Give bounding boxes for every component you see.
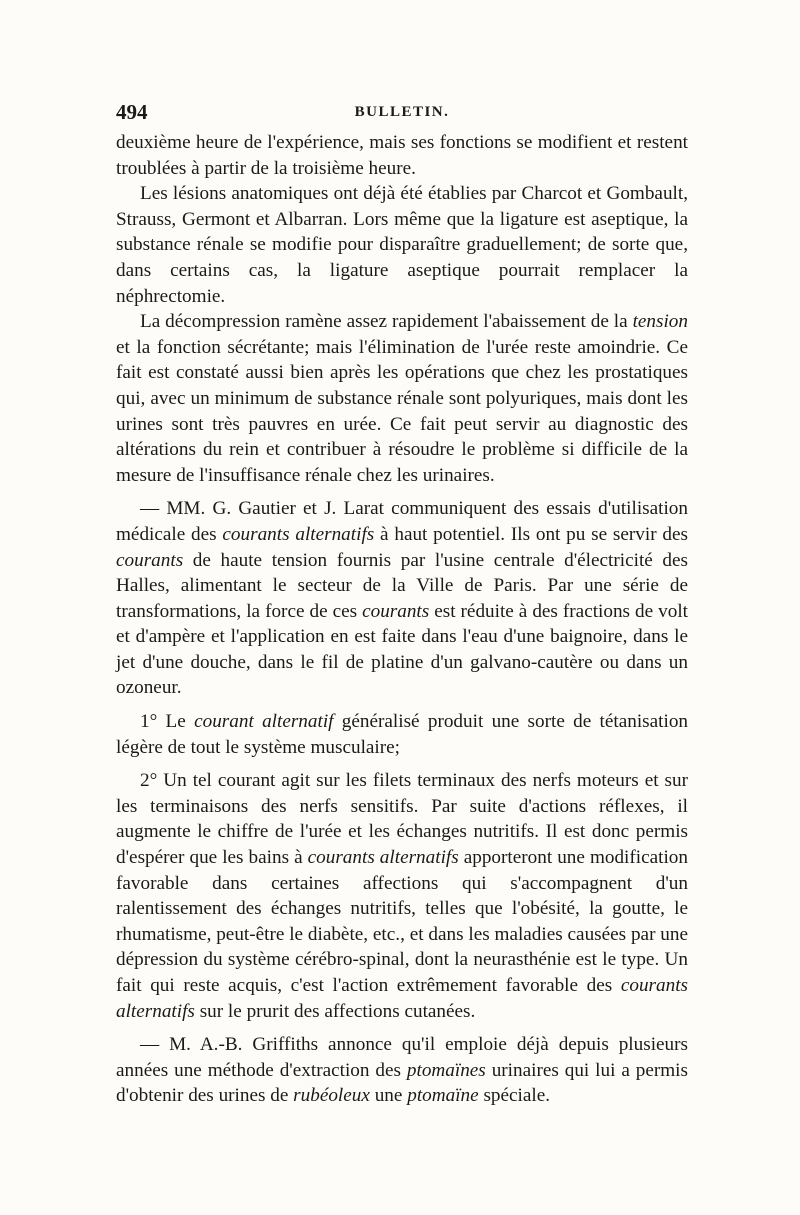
- paragraph-6: [116, 768, 688, 1024]
- text-run: est réduite à des fractions de volt et d'ampère et l'application en est faite dans l'eau d'une baignoire, dans le jet d'une douche, dans le fil de platine d'un galvano-cautère ou dans un ozoneur.: [116, 600, 688, 699]
- page-header: [116, 100, 688, 126]
- text-run: spéciale.: [478, 1085, 551, 1107]
- text-run: sur le prurit des affections cutanées.: [194, 1000, 476, 1022]
- text-run: urinaires qui lui a permis d'obtenir des urines de: [116, 1059, 688, 1107]
- italic-term: courants: [116, 549, 184, 571]
- italic-term: courant alternatif: [194, 711, 334, 733]
- text-run: de haute tension fournis par l'usine centrale d'électricité des Halles, alimentant le secteur de la Ville de Paris. Par une série de transformations, la force de ces: [116, 549, 688, 622]
- text-run: généralisé produit une sorte de tétanisation légère de tout le système musculaire;: [116, 711, 689, 758]
- paragraph-1: [116, 130, 688, 181]
- paragraph-5: [116, 709, 688, 760]
- italic-term: tension: [632, 311, 688, 333]
- text-run: une: [369, 1085, 408, 1107]
- paragraph-2: [116, 181, 688, 309]
- page-number: 494: [116, 100, 148, 124]
- text-run: — MM. G. Gautier et J. Larat communiquent des essais d'utilisation médicale des: [116, 498, 688, 545]
- text-run: 2° Un tel courant agit sur les filets terminaux des nerfs moteurs et sur les terminaisons des nerfs sensitifs. Par suite d'actions réflexes, il augmente le chiffre de l'urée et les échanges nutritifs. Il est donc permis d'espérer que les bains à: [116, 770, 688, 869]
- italic-term: courants alternatifs: [307, 847, 459, 869]
- text-run: — M. A.-B. Griffiths annonce qu'il emploie déjà depuis plusieurs années une méthode d'extraction des: [116, 1034, 688, 1081]
- italic-term: courants alternatifs: [116, 975, 688, 1022]
- body-text: [116, 130, 688, 1109]
- text-run: deuxième heure de l'expérience, mais ses fonctions se modifient et restent troublées à partir de la troisième heure.: [116, 132, 688, 179]
- paragraph-4: [116, 496, 688, 701]
- italic-term: ptomaïne: [407, 1085, 479, 1107]
- italic-term: courants alternatifs: [222, 523, 375, 545]
- text-run: apporteront une modification favorable dans certaines affections qui s'accompagnent d'un ralentissement des échanges nutritifs, telles que l'obésité, la goutte, le rhumatisme, peut-être le diabète, etc., et dans les maladies causées par une dépression du système cérébro-spinal, dont la neurasthénie est le type. Un fait qui reste acquis, c'est l'action extrêmement favorable des: [116, 847, 688, 996]
- paragraph-3: [116, 309, 688, 488]
- text-run: à haut potentiel. Ils ont pu se servir des: [374, 523, 688, 545]
- text-run: La décompression ramène assez rapidement l'abaissement de la: [140, 311, 633, 333]
- text-run: et la fonction sécrétante; mais l'élimination de l'urée reste amoindrie. Ce fait est constaté aussi bien après les opérations que chez les prostatiques qui, avec un minimum de substance rénale sont polyuriques, mais dont les urines sont très pauvres en urée. Ce fait peut servir au diagnostic des altérations du rein et contribuer à résoudre le problème si difficile de la mesure de l'insuffisance rénale chez les urinaires.: [116, 336, 688, 486]
- text-run: Les lésions anatomiques ont déjà été établies par Charcot et Gombault, Strauss, Germont et Albarran. Lors même que la ligature est aseptique, la substance rénale se modifie pour disparaître graduellement; de sorte que, dans certains cas, la ligature aseptique pourrait remplacer la néphrectomie.: [116, 183, 688, 307]
- running-head: BULLETIN.: [354, 104, 450, 120]
- paragraph-7: [116, 1032, 688, 1109]
- italic-term: rubéoleux: [293, 1085, 370, 1107]
- text-run: 1° Le: [140, 711, 195, 733]
- italic-term: courants: [362, 600, 430, 622]
- italic-term: ptomaïnes: [406, 1059, 486, 1081]
